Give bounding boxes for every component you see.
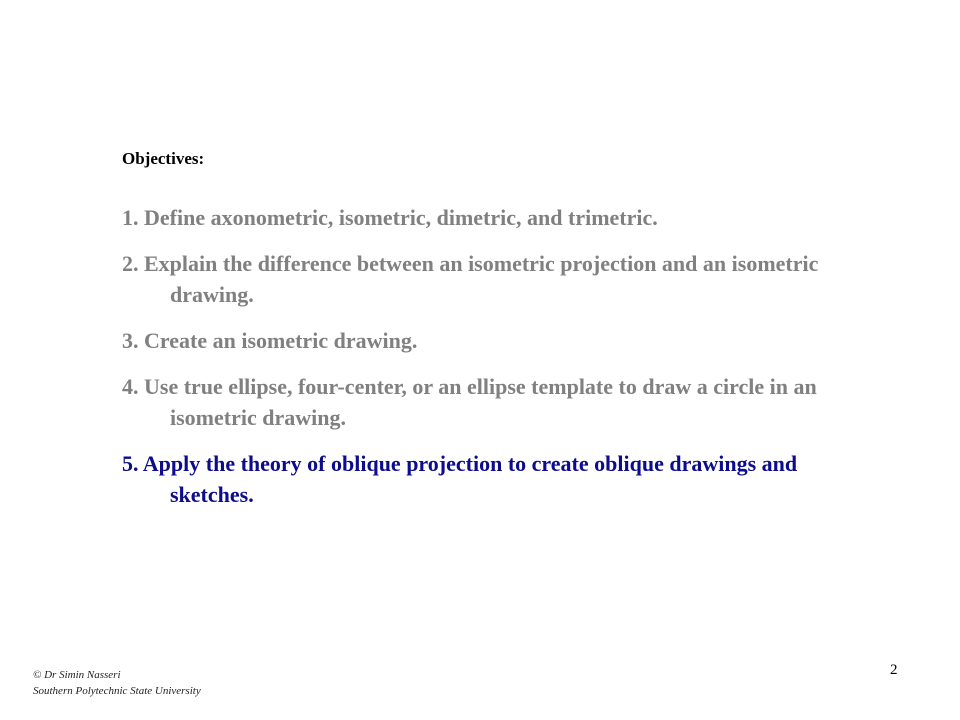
institution-text: Southern Polytechnic State University [33,685,201,697]
slide-title: Objectives: [122,149,205,168]
page-number: 2 [890,662,898,678]
objectives-list [122,202,822,525]
objective-item: 2. Explain the difference between an isometric projection and an isometric drawing. [122,251,819,307]
copyright-text: © Dr Simin Nasseri [33,669,121,681]
objective-item: 4. Use true ellipse, four-center, or an ellipse template to draw a circle in an isometric drawing. [122,374,817,430]
objective-item: 3. Create an isometric drawing. [122,328,418,353]
objective-item: 1. Define axonometric, isometric, dimetric, and trimetric. [122,205,658,230]
footer [33,667,201,699]
objective-item-active: 5. Apply the theory of oblique projection to create oblique drawings and sketches. [122,451,798,507]
